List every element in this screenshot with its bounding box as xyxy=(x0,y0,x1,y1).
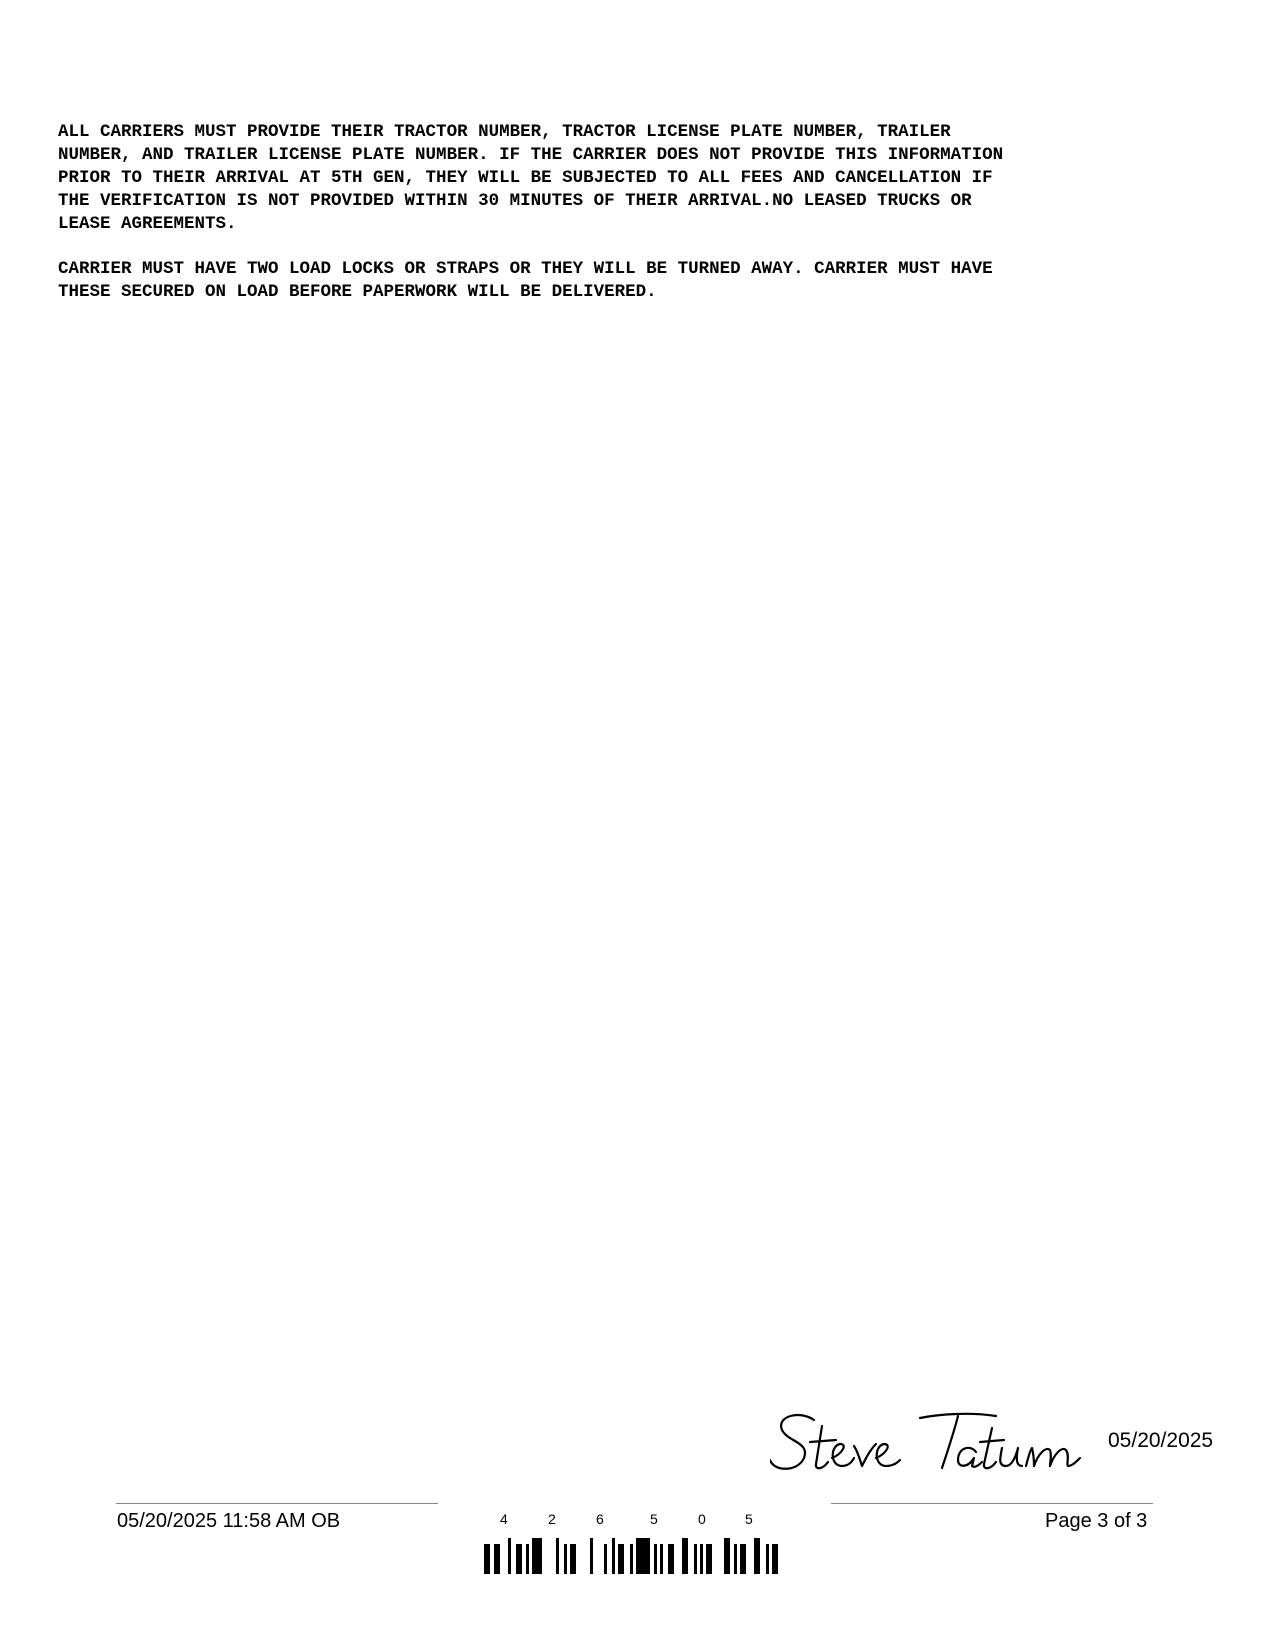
carrier-requirements-notice: ALL CARRIERS MUST PROVIDE THEIR TRACTOR NUMBER, TRACTOR LICENSE PLATE NUMBER, TRAILER NUMBER, AND TRAILER LICENSE PLATE NUMBER. IF THE CARRIER DOES NOT PROVIDE THIS INFORMATION PRIOR TO THEIR ARRIVAL AT 5TH GEN, THEY WILL BE SUBJECTED TO ALL FEES AND CANCELLATION IF THE VERIFICATION IS NOT PROVIDED WITHIN 30 MINUTES OF THEIR ARRIVAL.NO LEASED TRUCKS OR LEASE AGREEMENTS. xyxy=(58,122,1004,234)
barcode-digit: 5 xyxy=(745,1511,753,1527)
footer-right-rule xyxy=(831,1503,1153,1504)
load-locks-notice: CARRIER MUST HAVE TWO LOAD LOCKS OR STRAPS OR THEY WILL BE TURNED AWAY. CARRIER MUST HAVE THESE SECURED ON LOAD BEFORE PAPERWORK WILL BE DELIVERED. xyxy=(58,259,993,302)
barcode-digit: 5 xyxy=(650,1511,658,1527)
barcode-digit: 0 xyxy=(698,1511,706,1527)
footer-left-rule xyxy=(116,1503,438,1504)
barcode-digit: 4 xyxy=(500,1511,508,1527)
signature-date: 05/20/2025 xyxy=(1108,1429,1214,1452)
barcode-digit: 6 xyxy=(596,1511,604,1527)
barcode-digit: 2 xyxy=(548,1511,556,1527)
barcode-image xyxy=(484,1524,786,1576)
print-timestamp: 05/20/2025 11:58 AM OB xyxy=(117,1510,341,1532)
page-number: Page 3 of 3 xyxy=(1045,1510,1148,1532)
signature-image xyxy=(770,1408,1090,1478)
